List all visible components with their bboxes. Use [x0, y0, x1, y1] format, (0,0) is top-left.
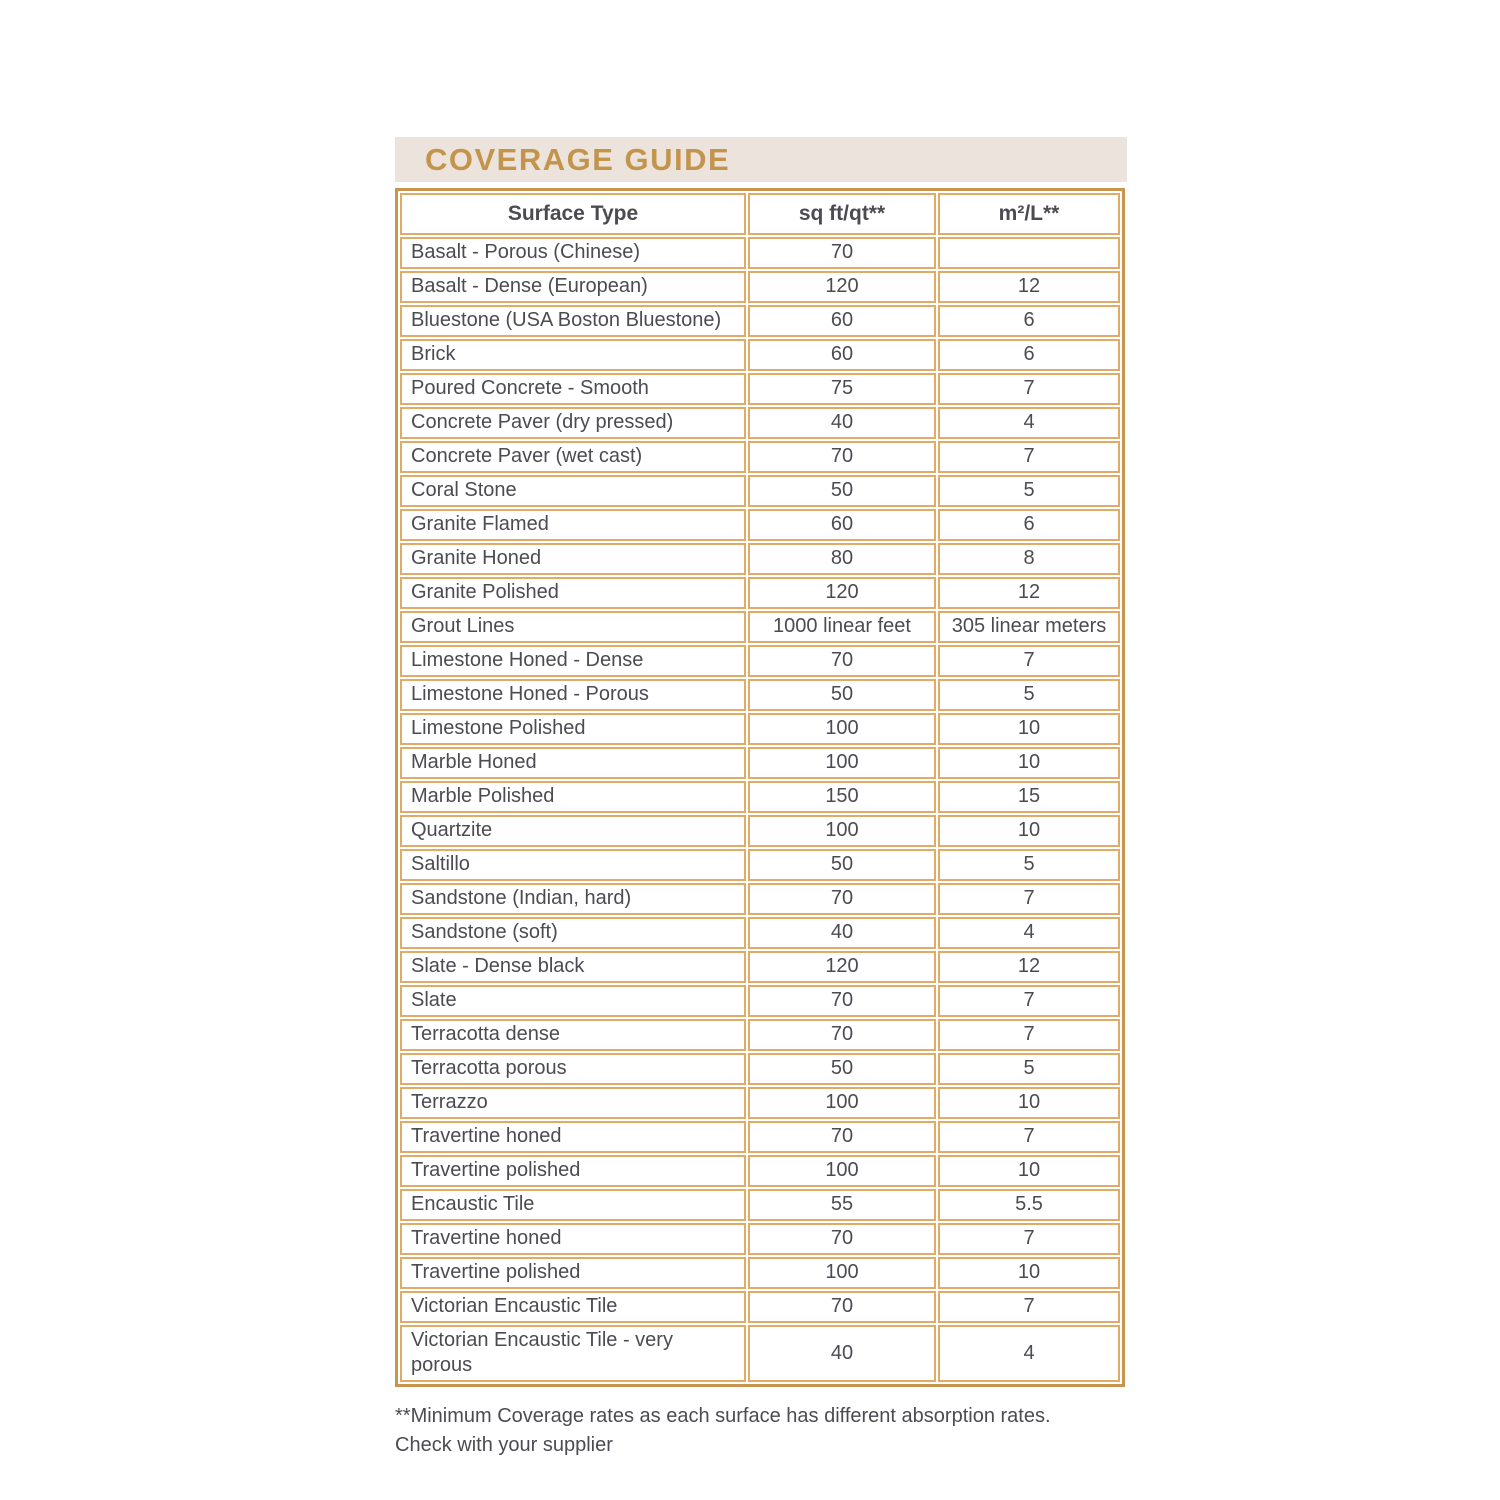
surface-type-cell: Travertine honed: [400, 1121, 746, 1153]
surface-type-cell: Terracotta porous: [400, 1053, 746, 1085]
sqft-per-qt-cell: 40: [748, 917, 936, 949]
surface-type-cell: Basalt - Porous (Chinese): [400, 237, 746, 269]
m2-per-l-cell: 10: [938, 747, 1120, 779]
surface-type-cell: Coral Stone: [400, 475, 746, 507]
surface-type-cell: Travertine polished: [400, 1257, 746, 1289]
sqft-per-qt-cell: 60: [748, 509, 936, 541]
column-header-m2-per-l: m²/L**: [938, 193, 1120, 235]
coverage-guide-title-band: [395, 137, 1127, 182]
table-row: [400, 781, 1120, 813]
surface-type-cell: Slate - Dense black: [400, 951, 746, 983]
m2-per-l-cell: 305 linear meters: [938, 611, 1120, 643]
surface-type-cell: Basalt - Dense (European): [400, 271, 746, 303]
surface-type-cell: Bluestone (USA Boston Bluestone): [400, 305, 746, 337]
sqft-per-qt-cell: 70: [748, 985, 936, 1017]
m2-per-l-cell: 10: [938, 815, 1120, 847]
surface-type-cell: Travertine honed: [400, 1223, 746, 1255]
sqft-per-qt-cell: 100: [748, 713, 936, 745]
surface-type-cell: Quartzite: [400, 815, 746, 847]
m2-per-l-cell: 10: [938, 713, 1120, 745]
table-row: [400, 1223, 1120, 1255]
header-row: [400, 193, 1120, 235]
sqft-per-qt-cell: 70: [748, 1121, 936, 1153]
m2-per-l-cell: 5: [938, 849, 1120, 881]
m2-per-l-cell: 7: [938, 1223, 1120, 1255]
m2-per-l-cell: 4: [938, 407, 1120, 439]
table-row: [400, 1291, 1120, 1323]
surface-type-cell: Marble Honed: [400, 747, 746, 779]
table-row: [400, 645, 1120, 677]
coverage-table-body: [400, 237, 1120, 1382]
sqft-per-qt-cell: 50: [748, 849, 936, 881]
surface-type-cell: Limestone Honed - Porous: [400, 679, 746, 711]
sqft-per-qt-cell: 120: [748, 951, 936, 983]
m2-per-l-cell: 5: [938, 679, 1120, 711]
m2-per-l-cell: 7: [938, 1121, 1120, 1153]
table-row: [400, 441, 1120, 473]
m2-per-l-cell: 7: [938, 985, 1120, 1017]
sqft-per-qt-cell: 100: [748, 1257, 936, 1289]
table-row: [400, 679, 1120, 711]
table-row: [400, 475, 1120, 507]
table-row: [400, 271, 1120, 303]
surface-type-cell: Limestone Honed - Dense: [400, 645, 746, 677]
m2-per-l-cell: 10: [938, 1257, 1120, 1289]
sqft-per-qt-cell: 100: [748, 1087, 936, 1119]
m2-per-l-cell: 7: [938, 441, 1120, 473]
sqft-per-qt-cell: 60: [748, 305, 936, 337]
table-row: [400, 1155, 1120, 1187]
m2-per-l-cell: 12: [938, 271, 1120, 303]
m2-per-l-cell: 4: [938, 1325, 1120, 1382]
m2-per-l-cell: [938, 237, 1120, 269]
sqft-per-qt-cell: 70: [748, 1291, 936, 1323]
m2-per-l-cell: 4: [938, 917, 1120, 949]
table-row: [400, 543, 1120, 575]
sqft-per-qt-cell: 100: [748, 815, 936, 847]
sqft-per-qt-cell: 120: [748, 577, 936, 609]
table-row: [400, 1121, 1120, 1153]
m2-per-l-cell: 12: [938, 951, 1120, 983]
surface-type-cell: Sandstone (soft): [400, 917, 746, 949]
surface-type-cell: Granite Flamed: [400, 509, 746, 541]
footnote: [395, 1402, 1127, 1460]
sqft-per-qt-cell: 50: [748, 679, 936, 711]
m2-per-l-cell: 10: [938, 1155, 1120, 1187]
surface-type-cell: Encaustic Tile: [400, 1189, 746, 1221]
m2-per-l-cell: 8: [938, 543, 1120, 575]
m2-per-l-cell: 7: [938, 1291, 1120, 1323]
m2-per-l-cell: 7: [938, 1019, 1120, 1051]
surface-type-cell: Slate: [400, 985, 746, 1017]
sqft-per-qt-cell: 70: [748, 441, 936, 473]
m2-per-l-cell: 7: [938, 373, 1120, 405]
sqft-per-qt-cell: 60: [748, 339, 936, 371]
sqft-per-qt-cell: 150: [748, 781, 936, 813]
sqft-per-qt-cell: 40: [748, 407, 936, 439]
table-row: [400, 339, 1120, 371]
surface-type-cell: Granite Honed: [400, 543, 746, 575]
table-row: [400, 1053, 1120, 1085]
m2-per-l-cell: 5.5: [938, 1189, 1120, 1221]
table-row: [400, 917, 1120, 949]
surface-type-cell: Marble Polished: [400, 781, 746, 813]
surface-type-cell: Concrete Paver (wet cast): [400, 441, 746, 473]
sqft-per-qt-cell: 70: [748, 1019, 936, 1051]
m2-per-l-cell: 12: [938, 577, 1120, 609]
footnote-line-2: Check with your supplier: [395, 1434, 613, 1456]
m2-per-l-cell: 10: [938, 1087, 1120, 1119]
table-row: [400, 237, 1120, 269]
m2-per-l-cell: 5: [938, 1053, 1120, 1085]
table-row: [400, 611, 1120, 643]
sqft-per-qt-cell: 80: [748, 543, 936, 575]
coverage-table-header: [400, 193, 1120, 235]
table-row: [400, 407, 1120, 439]
sqft-per-qt-cell: 50: [748, 1053, 936, 1085]
footnote-line-1: **Minimum Coverage rates as each surface has different absorption rates.: [395, 1405, 1051, 1427]
surface-type-cell: Victorian Encaustic Tile: [400, 1291, 746, 1323]
surface-type-cell: Victorian Encaustic Tile - very porous: [400, 1325, 746, 1382]
page-title: COVERAGE GUIDE: [425, 141, 731, 177]
table-row: [400, 1087, 1120, 1119]
m2-per-l-cell: 6: [938, 305, 1120, 337]
surface-type-cell: Travertine polished: [400, 1155, 746, 1187]
sqft-per-qt-cell: 70: [748, 1223, 936, 1255]
table-row: [400, 373, 1120, 405]
sqft-per-qt-cell: 100: [748, 747, 936, 779]
table-row: [400, 815, 1120, 847]
table-row: [400, 1019, 1120, 1051]
sqft-per-qt-cell: 100: [748, 1155, 936, 1187]
surface-type-cell: Concrete Paver (dry pressed): [400, 407, 746, 439]
m2-per-l-cell: 7: [938, 645, 1120, 677]
table-row: [400, 305, 1120, 337]
surface-type-cell: Poured Concrete - Smooth: [400, 373, 746, 405]
table-row: [400, 577, 1120, 609]
surface-type-cell: Limestone Polished: [400, 713, 746, 745]
surface-type-cell: Terracotta dense: [400, 1019, 746, 1051]
sqft-per-qt-cell: 70: [748, 883, 936, 915]
surface-type-cell: Grout Lines: [400, 611, 746, 643]
document-page: [395, 137, 1127, 1460]
table-row: [400, 1257, 1120, 1289]
table-row: [400, 951, 1120, 983]
column-header-sqft-per-qt: sq ft/qt**: [748, 193, 936, 235]
sqft-per-qt-cell: 50: [748, 475, 936, 507]
sqft-per-qt-cell: 70: [748, 645, 936, 677]
sqft-per-qt-cell: 70: [748, 237, 936, 269]
table-row: [400, 509, 1120, 541]
sqft-per-qt-cell: 1000 linear feet: [748, 611, 936, 643]
surface-type-cell: Terrazzo: [400, 1087, 746, 1119]
table-row: [400, 747, 1120, 779]
surface-type-cell: Brick: [400, 339, 746, 371]
sqft-per-qt-cell: 55: [748, 1189, 936, 1221]
m2-per-l-cell: 6: [938, 339, 1120, 371]
table-row: [400, 1325, 1120, 1382]
m2-per-l-cell: 15: [938, 781, 1120, 813]
table-row: [400, 985, 1120, 1017]
sqft-per-qt-cell: 40: [748, 1325, 936, 1382]
table-row: [400, 1189, 1120, 1221]
table-row: [400, 713, 1120, 745]
m2-per-l-cell: 7: [938, 883, 1120, 915]
surface-type-cell: Sandstone (Indian, hard): [400, 883, 746, 915]
column-header-surface-type: Surface Type: [400, 193, 746, 235]
table-row: [400, 849, 1120, 881]
coverage-table: [395, 188, 1125, 1387]
surface-type-cell: Granite Polished: [400, 577, 746, 609]
sqft-per-qt-cell: 75: [748, 373, 936, 405]
sqft-per-qt-cell: 120: [748, 271, 936, 303]
surface-type-cell: Saltillo: [400, 849, 746, 881]
m2-per-l-cell: 6: [938, 509, 1120, 541]
m2-per-l-cell: 5: [938, 475, 1120, 507]
table-row: [400, 883, 1120, 915]
